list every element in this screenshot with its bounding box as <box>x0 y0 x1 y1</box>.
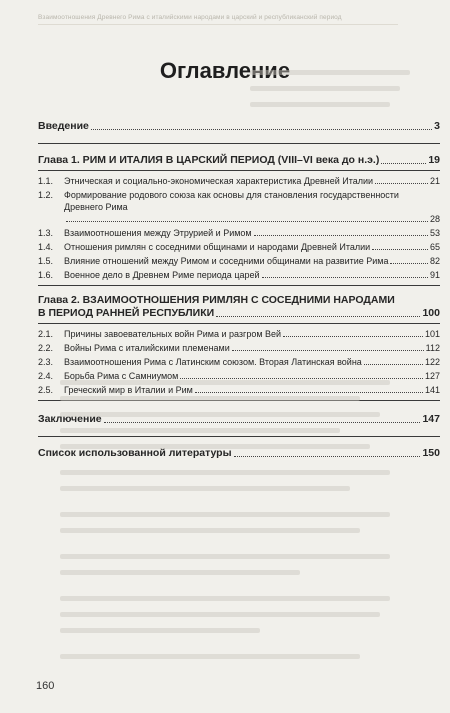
toc-chapter-1 <box>38 154 440 167</box>
page-number: 160 <box>36 680 55 692</box>
dot-leader <box>180 378 423 379</box>
toc-item-page: 122 <box>424 357 440 367</box>
toc-item-number: 2.1. <box>38 329 54 339</box>
dot-leader <box>375 183 428 184</box>
dot-leader <box>216 316 420 317</box>
chapter-title-line-2: В ПЕРИОД РАННЕЙ РЕСПУБЛИКИ <box>38 307 215 319</box>
toc-item-text: Формирование родового союза как основы для становления государственности Древнего Рима <box>64 190 399 212</box>
chapter-title: Глава 1. РИМ И ИТАЛИЯ В ЦАРСКИЙ ПЕРИОД (VIII–VI века до н.э.) <box>38 154 380 166</box>
dot-leader <box>364 364 423 365</box>
toc-item <box>38 384 440 396</box>
running-header: Взаимоотношения Древнего Рима с италийскими народами в царский и республиканский период <box>38 14 398 25</box>
dot-leader <box>91 129 432 130</box>
page-title: Оглавление <box>159 58 291 83</box>
toc-entry-page: 147 <box>422 413 440 425</box>
toc-item <box>38 227 440 239</box>
toc-item-number: 1.5. <box>38 256 54 266</box>
toc-item-page: 28 <box>429 214 440 224</box>
toc-entry-label: Список использованной литературы <box>38 447 232 459</box>
toc-item-text: Влияние отношений между Римом и соседними общинами на развитие Рима <box>64 256 389 266</box>
toc-item-page: 112 <box>425 343 440 353</box>
toc-item-text: Этническая и социально-экономическая характеристика Древней Италии <box>64 176 374 186</box>
toc-entry-intro <box>38 120 440 133</box>
divider <box>38 400 440 401</box>
toc-item <box>38 269 440 281</box>
dot-leader <box>381 163 426 164</box>
chapter-page: 19 <box>428 154 440 166</box>
dot-leader <box>254 235 428 236</box>
dot-leader <box>372 249 428 250</box>
dot-leader <box>232 350 424 351</box>
toc-item-text: Причины завоевательных войн Рима и разгром Вей <box>64 329 282 339</box>
toc-item-number: 1.4. <box>38 242 54 252</box>
toc-item-text: Борьба Рима с Самниумом <box>64 371 179 381</box>
chapter-page: 100 <box>422 307 440 319</box>
toc-item-number: 2.3. <box>38 357 54 367</box>
toc-item <box>38 328 440 340</box>
toc-item-text: Отношения римлян с соседними общинами и народами Древней Италии <box>64 242 371 252</box>
toc-item <box>38 175 440 187</box>
divider <box>38 143 440 144</box>
toc-item-page: 141 <box>424 385 440 395</box>
toc-entry-label: Введение <box>38 120 89 132</box>
toc-item-number: 2.4. <box>38 371 54 381</box>
toc-item-number: 1.6. <box>38 270 54 280</box>
toc-item-text: Военное дело в Древнем Риме периода царей <box>64 270 260 280</box>
toc-item <box>38 342 440 354</box>
toc-item-text: Взаимоотношения между Этрурией и Римом <box>64 228 252 238</box>
toc-item-page: 101 <box>424 329 440 339</box>
toc-item-number: 2.2. <box>38 343 54 353</box>
toc-item-number: 1.1. <box>38 176 54 186</box>
toc-item-page: 21 <box>429 176 440 186</box>
table-of-contents <box>38 120 440 460</box>
toc-entry-page: 3 <box>434 120 440 132</box>
toc-chapter-2 <box>38 294 440 320</box>
divider <box>38 170 440 171</box>
divider <box>38 436 440 437</box>
toc-item <box>38 356 440 368</box>
toc-item-page: 65 <box>429 242 440 252</box>
dot-leader <box>262 277 428 278</box>
divider <box>38 323 440 324</box>
toc-item <box>38 370 440 382</box>
toc-item-page: 127 <box>424 371 440 381</box>
toc-item-text: Греческий мир в Италии и Рим <box>64 385 193 395</box>
toc-item-page: 53 <box>429 228 440 238</box>
toc-item <box>38 189 440 225</box>
toc-item-number: 1.2. <box>38 190 54 200</box>
toc-entry-references <box>38 447 440 460</box>
dot-leader <box>104 422 421 423</box>
dot-leader <box>390 263 428 264</box>
dot-leader <box>234 456 421 457</box>
toc-item-text: Взаимоотношения Рима с Латинским союзом. Вторая Латинская война <box>64 357 362 367</box>
toc-item-text: Войны Рима с италийскими племенами <box>64 343 230 353</box>
dot-leader <box>195 392 423 393</box>
toc-entry-label: Заключение <box>38 413 102 425</box>
toc-item-number: 1.3. <box>38 228 54 238</box>
toc-item <box>38 255 440 267</box>
dot-leader <box>283 336 423 337</box>
dot-leader <box>66 221 428 222</box>
toc-entry-conclusion <box>38 413 440 426</box>
toc-item <box>38 241 440 253</box>
toc-item-page: 82 <box>429 256 440 266</box>
chapter-title-line-1: Глава 2. ВЗАИМООТНОШЕНИЯ РИМЛЯН С СОСЕДНИМИ НАРОДАМИ <box>38 294 395 306</box>
toc-item-page: 91 <box>429 270 440 280</box>
toc-entry-page: 150 <box>422 447 440 459</box>
toc-item-number: 2.5. <box>38 385 54 395</box>
divider <box>38 285 440 286</box>
